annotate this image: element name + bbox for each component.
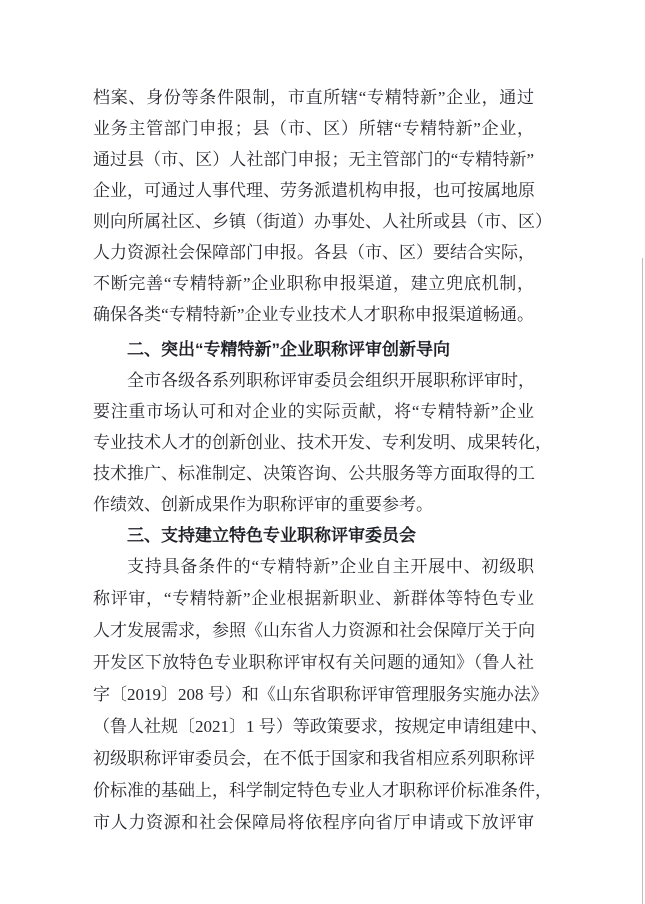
text-line: 初级职称评审委员会，在不低于国家和我省相应系列职称评 [93, 749, 535, 768]
paragraph [93, 365, 552, 520]
paragraph [93, 551, 552, 839]
paragraph [93, 82, 552, 330]
text-column [93, 82, 552, 839]
text-line: 确保各类“专精特新”企业专业技术人才职称申报渠道畅通。 [93, 305, 534, 324]
section-heading: 三、支持建立特色专业职称评审委员会 [127, 526, 416, 545]
text-line: 档案、身份等条件限制，市直所辖“专精特新”企业，通过 [93, 88, 534, 107]
text-line: 专业技术人才的创新创业、技术开发、专利发明、成果转化， [93, 433, 552, 452]
text-line: 人才发展需求，参照《山东省人力资源和社会保障厅关于向 [93, 621, 535, 640]
text-line: （鲁人社规〔2021〕1 号）等政策要求，按规定申请组建中、 [93, 717, 548, 736]
text-line: 作绩效、创新成果作为职称评审的重要参考。 [93, 495, 433, 514]
text-line: 业务主管部门申报；县（市、区）所辖“专精特新”企业， [93, 119, 534, 138]
text-line: 字〔2019〕208 号）和《山东省职称评审管理服务实施办法》 [93, 685, 548, 704]
text-line: 则向所属社区、乡镇（街道）办事处、人社所或县（市、区） [93, 212, 552, 231]
section-heading: 二、突出“专精特新”企业职称评审创新导向 [127, 340, 450, 359]
scan-edge-artifact [642, 258, 643, 904]
text-line: 企业，可通过人事代理、劳务派遣机构申报，也可按属地原 [93, 181, 535, 200]
text-line: 要注重市场认可和对企业的实际贡献，将“专精特新”企业 [93, 402, 534, 421]
text-line: 通过县（市、区）人社部门申报；无主管部门的“专精特新” [93, 150, 534, 169]
text-line: 市人力资源和社会保障局将依程序向省厅申请或下放评审 [93, 813, 534, 832]
text-line: 开发区下放特色专业职称评审权有关问题的通知》（鲁人社 [93, 653, 534, 672]
text-line: 价标准的基础上，科学制定特色专业人才职称评价标准条件， [93, 781, 552, 800]
text-line: 称评审，“专精特新”企业根据新职业、新群体等特色专业 [93, 589, 534, 608]
text-line: 技术推广、标准制定、决策咨询、公共服务等方面取得的工 [93, 464, 535, 483]
text-line: 全市各级各系列职称评审委员会组织开展职称评审时， [127, 371, 535, 390]
text-line: 支持具备条件的“专精特新”企业自主开展中、初级职 [127, 557, 534, 576]
text-line: 人力资源社会保障部门申报。各县（市、区）要结合实际， [93, 243, 535, 262]
text-line: 不断完善“专精特新”企业职称申报渠道，建立兜底机制， [93, 274, 534, 293]
